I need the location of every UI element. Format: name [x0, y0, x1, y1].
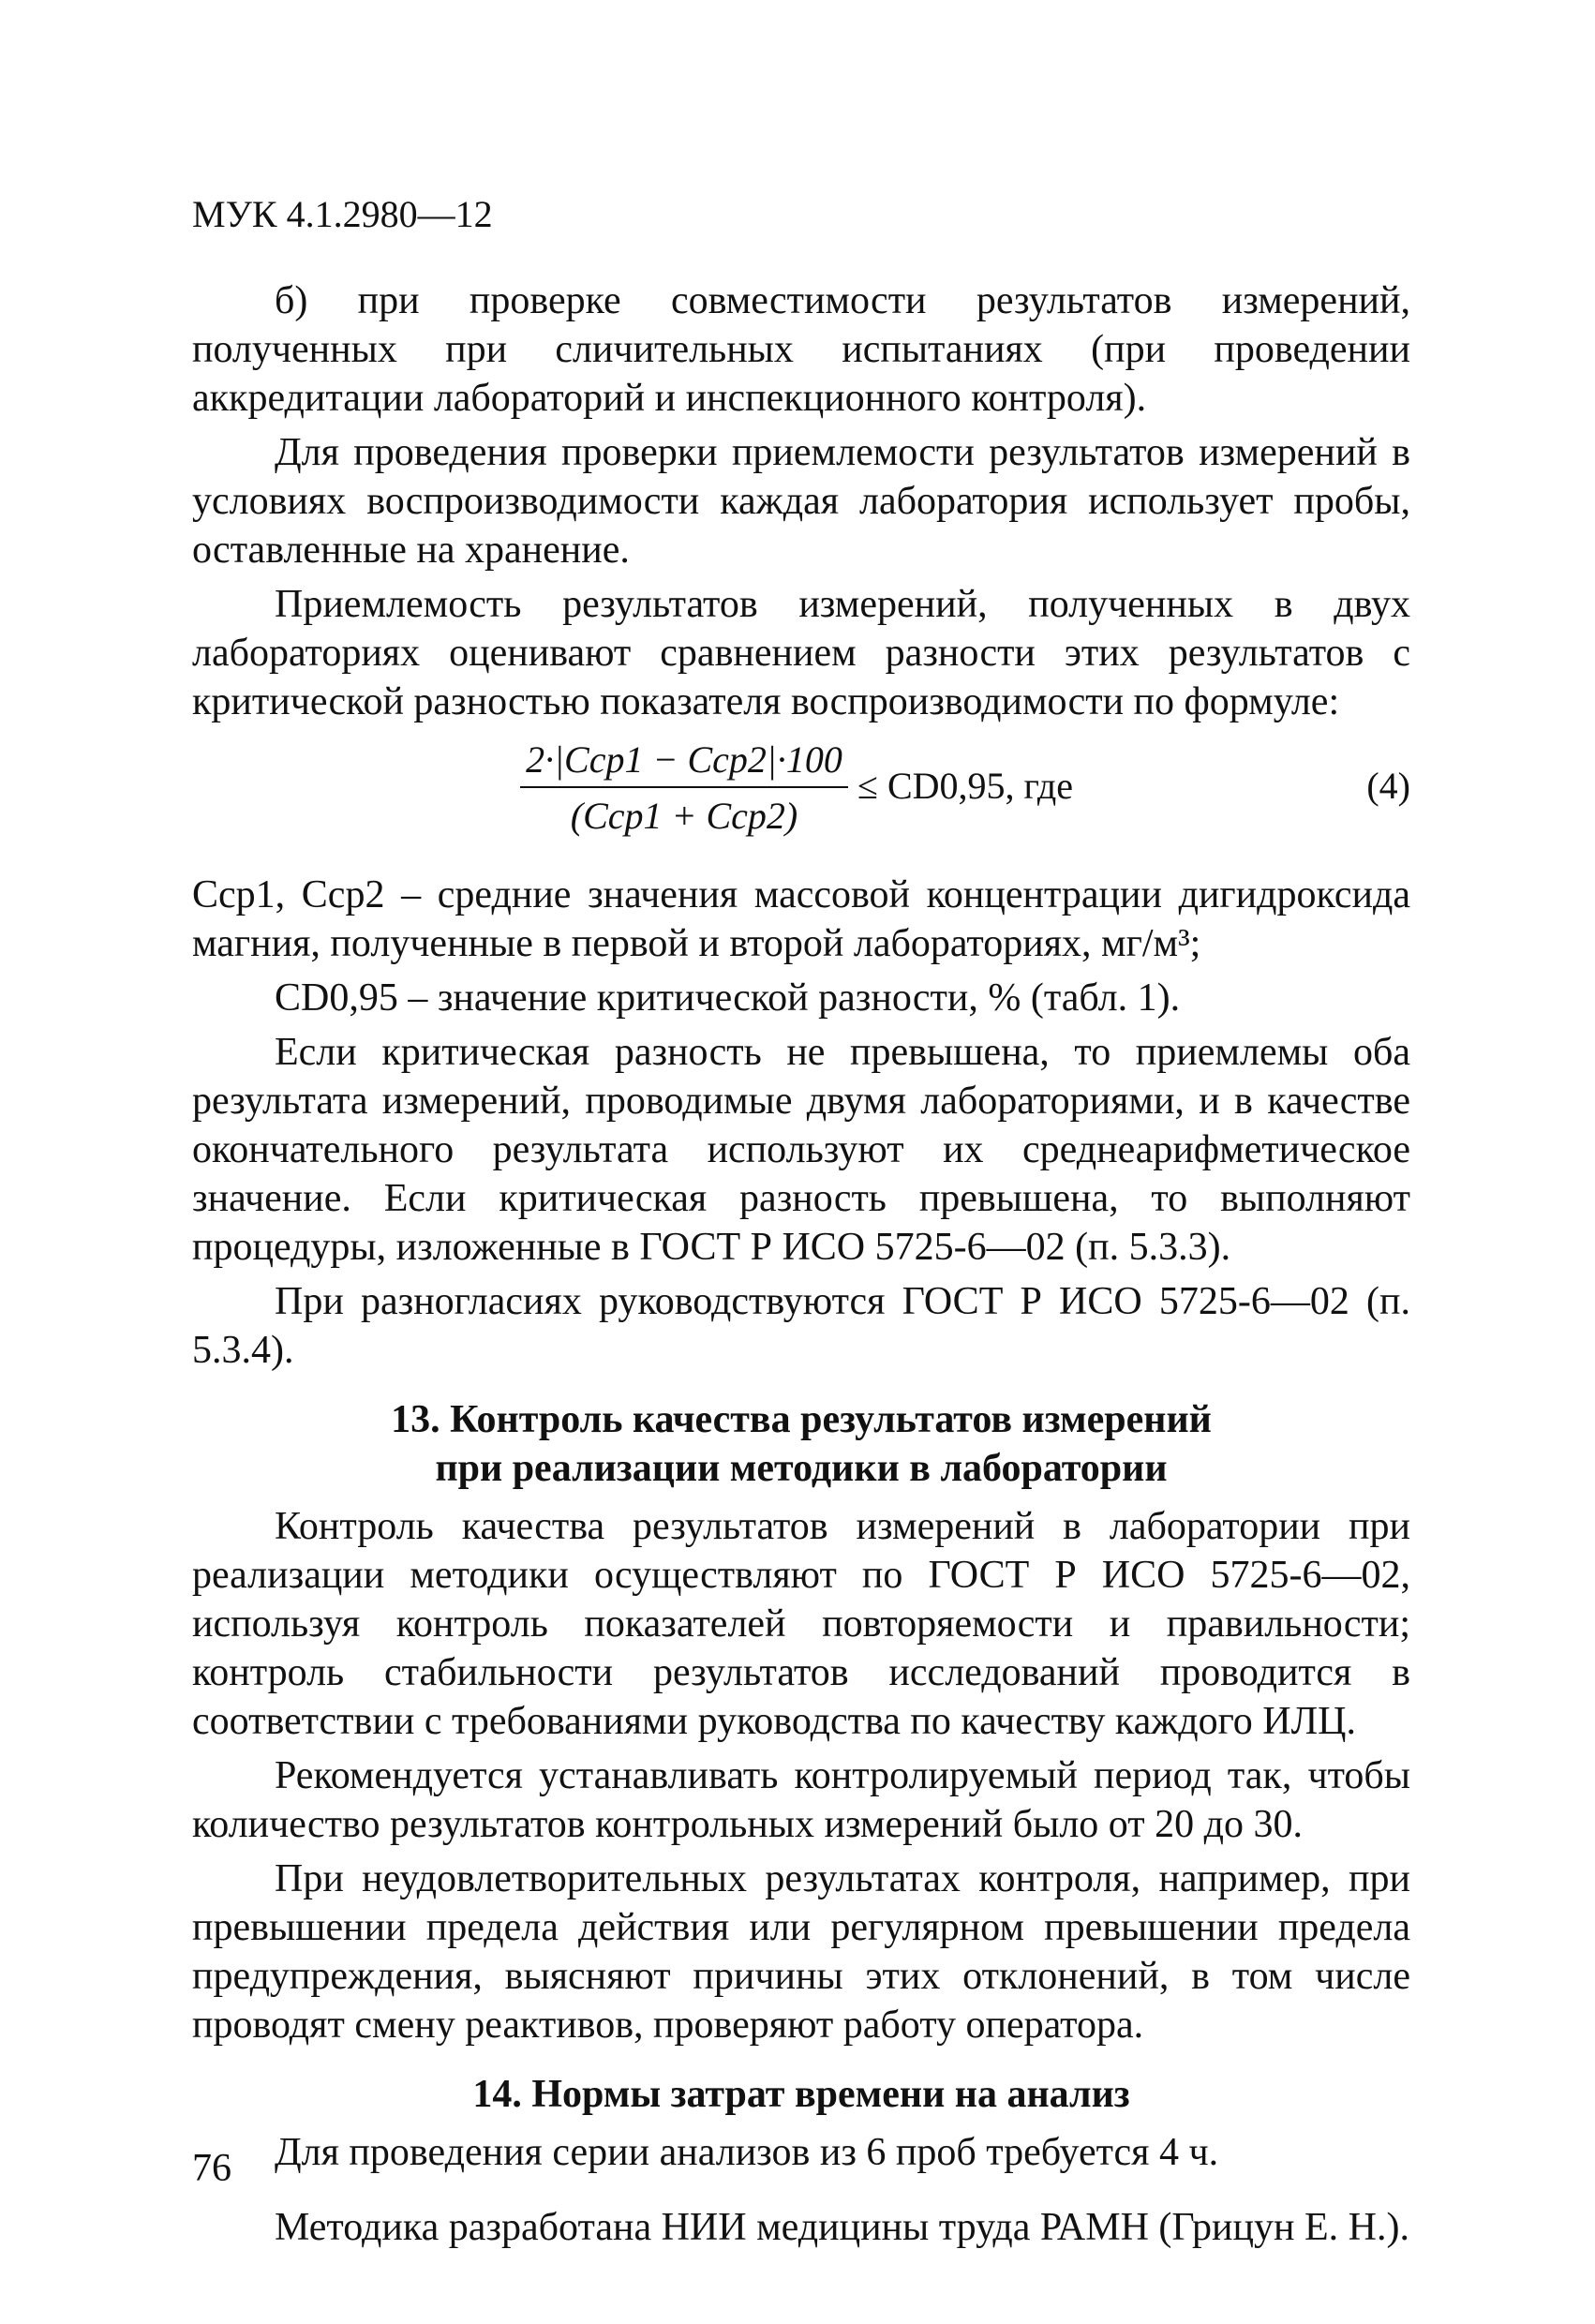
definitions: [192, 871, 1410, 1022]
paragraph-storage: Для проведения проверки приемлемости результатов измерений в условиях воспроизводимости каждая лаборатория использует пробы, оставленные на хранение.: [192, 431, 1410, 572]
section-13-title-line2: при реализации методики в лаборатории: [435, 1447, 1168, 1490]
formula-relation: ≤ CD0,95, где: [857, 765, 1074, 807]
section-13-title-line1: 13. Контроль качества результатов измерений: [391, 1398, 1212, 1441]
credit-line: Методика разработана НИИ медицины труда РАМН (Грицун Е. Н.).: [275, 2206, 1409, 2249]
definition-c: Cср1, Cср2 – средние значения массовой концентрации дигидроксида магния, полученные в первой и второй лабораториях, мг/м³;: [192, 873, 1410, 965]
section-14-paragraph: Для проведения серии анализов из 6 проб требуется 4 ч.: [275, 2131, 1219, 2174]
document-body: [192, 276, 1410, 2257]
definition-cd: CD0,95 – значение критической разности, % (табл. 1).: [275, 976, 1181, 1020]
paragraph-acceptability: Приемлемость результатов измерений, полученных в двух лабораториях оценивают сравнением разности этих результатов с критической разностью показателя воспроизводимости по формуле:: [192, 583, 1410, 723]
section-13-paragraph: Рекомендуется устанавливать контролируемый период так, чтобы количество результатов контрольных измерений было от 20 до 30.: [192, 1754, 1410, 1846]
paragraph-critical-difference: Если критическая разность не превышена, то приемлемы оба результата измерений, проводимые двумя лабораториями, и в качестве окончательного результата используют их среднеарифметическое значение. Если критическая разность превышена, то выполняют процедуры, изложенные в ГОСТ Р ИСО 5725-6—02 (п. 5.3.3).: [192, 1031, 1410, 1269]
formula-number: (4): [1366, 765, 1410, 807]
section-13-paragraph: Контроль качества результатов измерений в лаборатории при реализации методики осуществляют по ГОСТ Р ИСО 5725-6—02, используя контроль показателей повторяемости и правильности; контроль стабильности результатов исследований проводится в соответствии с требованиями руководства по качеству каждого ИЛЦ.: [192, 1505, 1410, 1743]
section-14-heading: 14. Нормы затрат времени на анализ: [472, 2073, 1130, 2116]
formula-fraction: [520, 734, 848, 844]
document-code: МУК 4.1.2980—12: [192, 193, 493, 235]
paragraph-disagreements: При разногласиях руководствуются ГОСТ Р ИСО 5725-6—02 (п. 5.3.4).: [192, 1280, 1410, 1372]
formula-numerator: 2·|Cср1 − Cср2|·100: [520, 734, 848, 788]
formula-4: [192, 734, 1410, 865]
formula-denominator: (Cср1 + Cср2): [570, 795, 798, 837]
section-13-heading: [192, 1395, 1410, 1493]
paragraph-b: б) при проверке совместимости результатов измерений, полученных при сличительных испытаниях (при проведении аккредитации лабораторий и инспекционного контроля).: [192, 279, 1410, 420]
section-13-paragraph: При неудовлетворительных результатах контроля, например, при превышении предела действия или регулярном превышении предела предупреждения, выясняют причины этих отклонений, в том числе проводят смену реактивов, проверяют работу оператора.: [192, 1857, 1410, 2047]
page-number: 76: [192, 2147, 231, 2190]
